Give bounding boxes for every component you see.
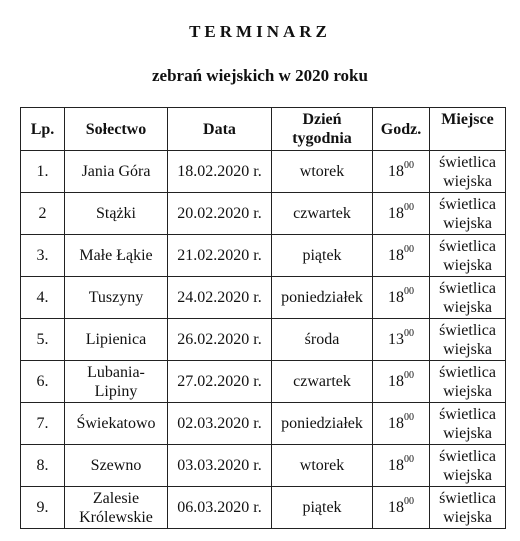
- schedule-body: [21, 151, 506, 529]
- cell-hour: [373, 151, 430, 193]
- date-value: 06.03.2020 r.: [177, 499, 262, 516]
- cell-lp: [21, 487, 65, 529]
- village-name: Świekatowo: [76, 415, 156, 432]
- village-name: Lubania-: [87, 363, 145, 381]
- header-hour: Godz.: [373, 108, 430, 151]
- place-line2: wiejska: [443, 257, 492, 274]
- lp-value: 1.: [36, 163, 49, 180]
- place-line1: świetlica: [439, 238, 496, 255]
- cell-hour: [373, 403, 430, 445]
- cell-day: [272, 445, 373, 487]
- cell-date: [168, 193, 272, 235]
- village-name: Małe Łąkie: [79, 247, 153, 264]
- header-village: Sołectwo: [65, 108, 168, 151]
- hour-value: 18: [388, 373, 404, 390]
- place-line1: świetlica: [439, 322, 496, 339]
- cell-village: [65, 151, 168, 193]
- hour-value: 18: [388, 457, 404, 474]
- weekday-value: czwartek: [293, 205, 351, 222]
- lp-value: 9.: [36, 499, 49, 516]
- village-name: Stążki: [96, 205, 136, 222]
- village-name: Jania Góra: [81, 163, 151, 180]
- cell-day: [272, 487, 373, 529]
- cell-date: [168, 277, 272, 319]
- cell-hour: [373, 445, 430, 487]
- cell-village: [65, 235, 168, 277]
- cell-lp: [21, 151, 65, 193]
- hour-value: 13: [388, 331, 404, 348]
- lp-value: 6.: [36, 373, 49, 390]
- table-row: [21, 361, 506, 403]
- cell-lp: [21, 319, 65, 361]
- place-line2: wiejska: [443, 509, 492, 526]
- cell-day: [272, 361, 373, 403]
- weekday-value: środa: [304, 331, 340, 348]
- place-line1: świetlica: [439, 448, 496, 465]
- header-date: Data: [168, 108, 272, 151]
- hour-value: 18: [388, 499, 404, 516]
- table-row: [21, 151, 506, 193]
- minute-value: 00: [404, 369, 414, 381]
- cell-place: [430, 235, 506, 277]
- table-row: [21, 403, 506, 445]
- minute-value: 00: [404, 411, 414, 423]
- table-row: [21, 193, 506, 235]
- weekday-value: wtorek: [299, 457, 345, 474]
- document-subtitle: zebrań wiejskich w 2020 roku: [152, 66, 368, 85]
- cell-hour: [373, 487, 430, 529]
- cell-place: [430, 487, 506, 529]
- lp-value: 4.: [36, 289, 49, 306]
- cell-day: [272, 319, 373, 361]
- cell-day: [272, 277, 373, 319]
- cell-lp: [21, 361, 65, 403]
- minute-value: 00: [404, 495, 414, 507]
- cell-lp: [21, 193, 65, 235]
- cell-date: [168, 319, 272, 361]
- schedule-table: [20, 107, 506, 529]
- cell-hour: [373, 361, 430, 403]
- village-name: Zalesie: [92, 489, 140, 507]
- table-row: [21, 235, 506, 277]
- place-line2: wiejska: [443, 215, 492, 232]
- date-value: 18.02.2020 r.: [177, 163, 262, 180]
- cell-hour: [373, 235, 430, 277]
- hour-value: 18: [388, 205, 404, 222]
- date-value: 02.03.2020 r.: [177, 415, 262, 432]
- cell-place: [430, 277, 506, 319]
- cell-date: [168, 445, 272, 487]
- cell-village: [65, 193, 168, 235]
- place-line1: świetlica: [439, 490, 496, 507]
- hour-value: 18: [388, 247, 404, 264]
- date-value: 20.02.2020 r.: [177, 205, 262, 222]
- table-row: [21, 319, 506, 361]
- cell-village: [65, 445, 168, 487]
- minute-value: 00: [404, 243, 414, 255]
- cell-date: [168, 151, 272, 193]
- place-line2: wiejska: [443, 425, 492, 442]
- cell-village: [65, 361, 168, 403]
- minute-value: 00: [404, 159, 414, 171]
- cell-place: [430, 193, 506, 235]
- place-line2: wiejska: [443, 299, 492, 316]
- cell-place: [430, 319, 506, 361]
- place-line2: wiejska: [443, 467, 492, 484]
- date-value: 27.02.2020 r.: [177, 373, 262, 390]
- weekday-value: piątek: [302, 247, 342, 264]
- cell-lp: [21, 235, 65, 277]
- weekday-value: poniedziałek: [281, 415, 363, 432]
- lp-value: 2: [38, 205, 47, 222]
- cell-village: [65, 487, 168, 529]
- place-line2: wiejska: [443, 173, 492, 190]
- place-line1: świetlica: [439, 364, 496, 381]
- cell-place: [430, 361, 506, 403]
- village-name-line2: Lipiny: [94, 382, 138, 400]
- hour-value: 18: [388, 163, 404, 180]
- cell-day: [272, 193, 373, 235]
- cell-place: [430, 151, 506, 193]
- place-line2: wiejska: [443, 341, 492, 358]
- date-value: 03.03.2020 r.: [177, 457, 262, 474]
- cell-date: [168, 235, 272, 277]
- cell-date: [168, 361, 272, 403]
- weekday-value: czwartek: [293, 373, 351, 390]
- lp-value: 7.: [36, 415, 49, 432]
- hour-value: 18: [388, 415, 404, 432]
- village-name: Szewno: [90, 457, 142, 474]
- hour-value: 18: [388, 289, 404, 306]
- weekday-value: piątek: [302, 499, 342, 516]
- header-place: Miejsce: [430, 108, 506, 151]
- table-row: [21, 487, 506, 529]
- place-line1: świetlica: [439, 406, 496, 423]
- date-value: 26.02.2020 r.: [177, 331, 262, 348]
- cell-hour: [373, 277, 430, 319]
- place-line2: wiejska: [443, 383, 492, 400]
- village-name: Tuszyny: [88, 289, 144, 306]
- cell-date: [168, 403, 272, 445]
- cell-village: [65, 277, 168, 319]
- cell-hour: [373, 319, 430, 361]
- lp-value: 5.: [36, 331, 49, 348]
- header-day-line1: Dzień: [302, 111, 342, 128]
- cell-place: [430, 403, 506, 445]
- minute-value: 00: [404, 285, 414, 297]
- table-row: [21, 277, 506, 319]
- place-line1: świetlica: [439, 154, 496, 171]
- cell-day: [272, 403, 373, 445]
- header-lp: Lp.: [21, 108, 65, 151]
- date-value: 21.02.2020 r.: [177, 247, 262, 264]
- minute-value: 00: [404, 327, 414, 339]
- header-day: [272, 108, 373, 151]
- cell-hour: [373, 193, 430, 235]
- table-header-row: [21, 108, 506, 151]
- table-row: [21, 445, 506, 487]
- place-line1: świetlica: [439, 196, 496, 213]
- cell-day: [272, 235, 373, 277]
- lp-value: 3.: [36, 247, 49, 264]
- cell-date: [168, 487, 272, 529]
- document-title: TERMINARZ: [189, 22, 331, 41]
- village-name-line2: Królewskie: [79, 508, 153, 526]
- cell-lp: [21, 277, 65, 319]
- minute-value: 00: [404, 201, 414, 213]
- cell-place: [430, 445, 506, 487]
- cell-lp: [21, 403, 65, 445]
- weekday-value: wtorek: [299, 163, 345, 180]
- weekday-value: poniedziałek: [281, 289, 363, 306]
- header-day-line2: tygodnia: [292, 130, 352, 147]
- minute-value: 00: [404, 453, 414, 465]
- cell-village: [65, 319, 168, 361]
- place-line1: świetlica: [439, 280, 496, 297]
- village-name: Lipienica: [85, 331, 147, 348]
- cell-lp: [21, 445, 65, 487]
- cell-day: [272, 151, 373, 193]
- date-value: 24.02.2020 r.: [177, 289, 262, 306]
- cell-village: [65, 403, 168, 445]
- lp-value: 8.: [36, 457, 49, 474]
